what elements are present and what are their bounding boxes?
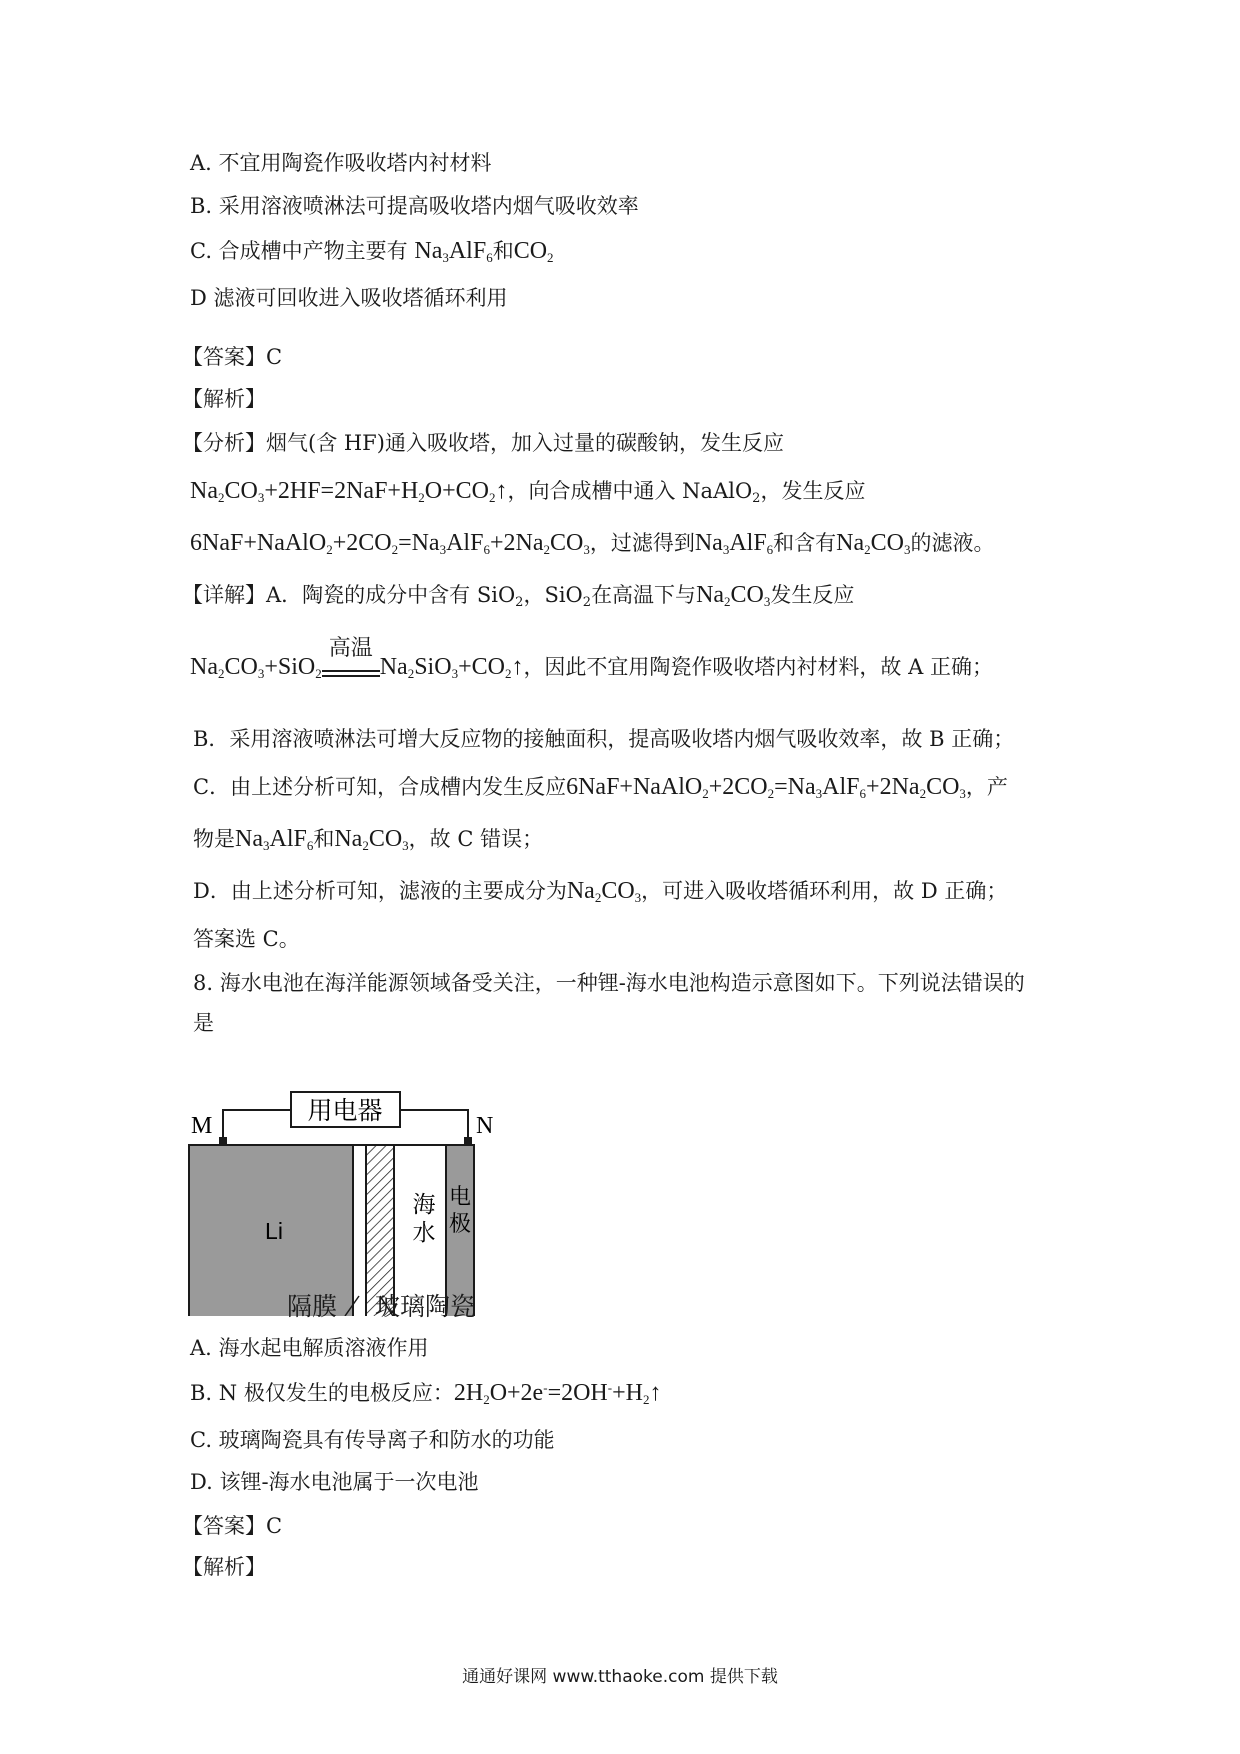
q7-answer [182, 342, 282, 372]
q7-fenxi-eq2 [190, 528, 995, 558]
q7-fenxi-eq1: $Na_2CO_3+2HF=2NaF+H_2O+CO_2↑$，向合成槽中通入 NaAlO$_2$，发生反应 [190, 478, 866, 506]
detail-c1-text: C．由上述分析可知，合成槽内发生反应 [193, 775, 567, 799]
q7-option-d: D 滤液可回收进入吸收塔循环利用 [190, 286, 508, 310]
label-electrode-2: 极 [448, 1212, 472, 1237]
q7-conclusion: 答案选 C。 [193, 927, 300, 951]
q7-analysis-tag: 【解析】 [182, 387, 266, 411]
label-n: N [476, 1113, 494, 1139]
battery-diagram [188, 1046, 518, 1316]
fenxi-line2-tail: ，向合成槽中通入 NaAlO [507, 479, 753, 503]
q7-option-a: A. 不宜用陶瓷作吸收塔内衬材料 [190, 151, 492, 175]
page-footer: 通通好课网 www.tthaoke.com 提供下载 [462, 1667, 778, 1687]
q7-detail-d [193, 876, 1007, 906]
formula-na2co3: $Na_2CO_3$ [334, 826, 409, 853]
equation-sio2-right: $Na_2SiO_3+CO_2↑$ [379, 654, 524, 681]
separator-membrane [353, 1145, 366, 1316]
q8-option-d: D. 该锂-海水电池属于一次电池 [190, 1470, 479, 1494]
q7-fenxi [182, 428, 784, 458]
label-electrode-1: 电 [448, 1185, 472, 1210]
terminal-m [219, 1137, 227, 1145]
formula-na3alf6: $Na_3AlF_6$ [414, 238, 493, 265]
label-seawater-1: 海 [412, 1192, 436, 1218]
q7-detail-c2 [193, 824, 543, 854]
q7-option-c-and: 和 [492, 239, 514, 263]
detail-d-text: D．由上述分析可知，滤液的主要成分为 [193, 879, 567, 903]
q7-detail-b: B．采用溶液喷淋法可增大反应物的接触面积，提高吸收塔内烟气吸收效率，故 B 正确； [193, 727, 1015, 751]
equation-synthesis: $6NaF+NaAlO_2+2CO_2=Na_3AlF_6+2Na_2CO_3$ [190, 530, 590, 557]
condition-label: 高温 [328, 635, 373, 661]
detail-a-part4: 发生反应 [770, 583, 855, 607]
high-temp-condition [322, 635, 380, 684]
formula-na2co3: $Na_2CO_3$ [836, 530, 911, 557]
detail-d-tail: ，可进入吸收塔循环利用，故 D 正确； [641, 879, 1008, 903]
q7-detail-a-eq [190, 635, 993, 684]
fenxi-line3-tail2: 和含有 [773, 531, 837, 555]
label-glass-ceramic: 玻璃陶瓷 [375, 1292, 476, 1321]
equation-n-electrode: $2H_2O+2e^-=2OH^-+H_2↑$ [453, 1380, 662, 1407]
detail-c2-pre: 物是 [193, 827, 235, 851]
label-li: Li [265, 1218, 283, 1244]
fenxi-tag: 【分析】 [182, 431, 266, 455]
glass-ceramic-layer [366, 1145, 394, 1316]
detail-c1-tail: ，产 [965, 775, 1008, 799]
q8-option-a: A. 海水起电解质溶液作用 [190, 1336, 429, 1360]
label-membrane: 隔膜 [287, 1292, 338, 1321]
q8-answer [182, 1511, 282, 1541]
label-m: M [191, 1113, 213, 1139]
answer-value: C [266, 1514, 283, 1538]
fenxi-line2-tail2: ，发生反应 [760, 479, 866, 503]
device-label: 用电器 [307, 1096, 383, 1125]
detail-a-tail: ，因此不宜用陶瓷作吸收塔内衬材料，故 A 正确； [523, 655, 993, 679]
wire-left [223, 1110, 291, 1141]
q8-analysis-tag: 【解析】 [182, 1555, 266, 1579]
q8-option-b-prefix: B. N 极仅发生的电极反应： [190, 1381, 454, 1405]
q8-option-c: C. 玻璃陶瓷具有传导离子和防水的功能 [190, 1428, 555, 1452]
detail-a-part2: ，SiO [523, 583, 583, 607]
q8-stem-line2: 是 [193, 1011, 214, 1035]
q7-option-c [190, 236, 554, 266]
formula-na3alf6: $Na_3AlF_6$ [694, 530, 774, 557]
detail-c2-tail: ，故 C 错误； [408, 827, 544, 851]
detail-c2-mid: 和 [313, 827, 335, 851]
q8-stem-line1: 8. 海水电池在海洋能源领域备受关注，一种锂-海水电池构造示意图如下。下列说法错误的 [193, 971, 1025, 995]
q7-option-c-prefix: C. 合成槽中产物主要有 [190, 239, 408, 263]
detail-a-part3: 在高温下与 [591, 583, 697, 607]
answer-tag: 【答案】 [182, 1514, 266, 1538]
formula-na2co3: $Na_2CO_3$ [696, 582, 771, 609]
equation-na2co3-hf: $Na_2CO_3+2HF=2NaF+H_2O+CO_2↑$ [190, 478, 508, 505]
wire-right [400, 1110, 468, 1141]
fenxi-line3-tail3: 的滤液。 [910, 531, 995, 555]
terminal-n [464, 1137, 472, 1145]
detail-a-part1: A．陶瓷的成分中含有 SiO [266, 583, 516, 607]
formula-na2co3: $Na_2CO_3$ [566, 878, 642, 905]
q7-detail-a: 【详解】A．陶瓷的成分中含有 SiO$_2$，SiO$_2$在高温下与$Na_2CO_3$发生反应 [182, 582, 855, 610]
formula-na3alf6: $Na_3AlF_6$ [235, 826, 314, 853]
q7-option-b: B. 采用溶液喷淋法可提高吸收塔内烟气吸收效率 [190, 194, 639, 218]
equation-sio2-left: $Na_2CO_3+SiO_2$ [190, 654, 322, 681]
formula-co2: $CO_2$ [513, 238, 554, 265]
fenxi-text: 烟气(含 HF)通入吸收塔，加入过量的碳酸钠，发生反应 [266, 431, 784, 455]
detail-tag: 【详解】 [182, 583, 266, 607]
q8-option-b [190, 1378, 661, 1408]
label-seawater-2: 水 [412, 1220, 436, 1246]
answer-value: C [266, 345, 283, 369]
equation-synthesis: $6NaF+NaAlO_2+2CO_2=Na_3AlF_6+2Na_2CO_3$ [566, 774, 966, 801]
fenxi-line3-tail: ，过滤得到 [589, 531, 695, 555]
q7-detail-c1 [193, 772, 1008, 802]
answer-tag: 【答案】 [182, 345, 266, 369]
